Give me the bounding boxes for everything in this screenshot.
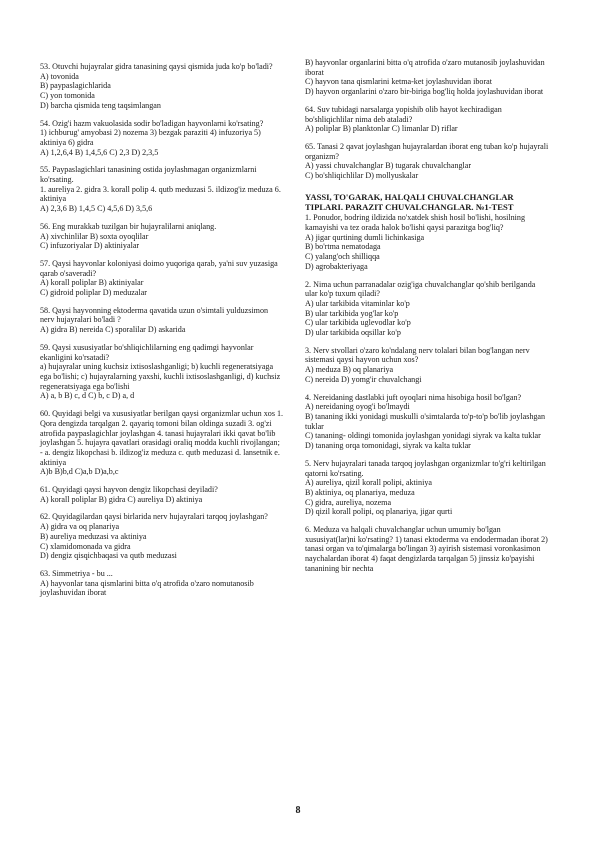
answer-option: A) nereidaning oyog'i bo'lmaydi	[305, 402, 410, 412]
answer-option: C) xlamidomonada va gidra	[40, 541, 131, 551]
answer-option: D) dengiz qisqichbaqasi va qutb meduzasi	[40, 551, 177, 561]
answer-option: 1) ichburug' amyobasi 2) nozema 3) bezgak paraziti 4) infuzoriya 5) aktiniya 6) gidra	[40, 128, 261, 147]
answer-option: B) tananing ikki yonidagi muskulli o'simtalarda to'p-to'p bo'lib joylashgan tuklar	[305, 411, 546, 431]
answer-option: C) nereida D) yomg'ir chuvalchangi	[305, 374, 422, 384]
question-stem: 6. Meduza va halqali chuvalchanglar uchun umumiy bo'lgan xususiyat(lar)ni ko'rsating? 1) tanasi ektoderma va endodermadan iborat 2) tanasi organ va to'qimalarga bo'lingan 3) ayirish sistemasi voronkasimon naychalardan iborat 4) faqat dengizlarda tarqalgan 5) jinssiz ko'payishi tananining bir nechta	[305, 525, 548, 573]
answer-option: A) jigar qurtining dumli lichinkasiga	[305, 232, 425, 242]
answer-option: B) aktiniya, oq planariya, meduza	[305, 487, 415, 497]
question-block	[305, 213, 549, 271]
question-block	[305, 393, 549, 451]
question-stem: 2. Nima uchun parranadalar ozig'iga chuvalchanglar qo'shib berilganda ular ko'p tuxum qiladi?	[305, 279, 536, 299]
answer-option: A) meduza B) oq planariya	[305, 365, 394, 375]
answer-option: A)b B)b,d C)a,b D)a,b,c	[40, 467, 119, 477]
question-block	[305, 142, 549, 181]
answer-option: A) 1,2,6,4 B) 1,4,5,6 C) 2,3 D) 2,3,5	[40, 147, 159, 157]
question-block	[305, 346, 549, 385]
answer-option: C) yalang'och shilliqqa	[305, 252, 380, 262]
answer-option: A) ular tarkibida vitaminlar ko'p	[305, 298, 410, 308]
answer-option: A) tovonida	[40, 71, 79, 81]
page-number: 8	[295, 805, 301, 816]
answer-option: B) ular tarkibida yog'lar ko'p	[305, 308, 399, 318]
answer-option: C) yon tomonida	[40, 91, 95, 101]
answer-option: A) korall poliplar B) gidra C) aureliya D) aktiniya	[40, 494, 203, 504]
question-stem: 59. Qaysi xususiyatlar bo'shliqichlilarning eng qadimgi hayvonlar ekanligini ko'rsatadi?	[40, 342, 254, 362]
question-block	[305, 58, 549, 97]
answer-option: A) poliplar B) planktonlar C) limanlar D) riflar	[305, 124, 458, 134]
answer-option: D) ular tarkibida oqsillar ko'p	[305, 328, 401, 338]
question-stem: 54. Ozig'i hazm vakuolasida sodir bo'ladigan hayvonlarni ko'rsating?	[40, 118, 264, 128]
question-stem: 64. Suv tubidagi narsalarga yopishib olib hayot kechiradigan bo'shliqichlilar nima deb ataladi?	[305, 104, 502, 124]
question-block	[40, 569, 284, 598]
question-stem: 63. Simmetriya - bu ...	[40, 568, 113, 578]
answer-option: C) bo'shliqichlilar D) mollyuskalar	[305, 171, 419, 181]
question-block	[40, 306, 284, 335]
question-block	[40, 119, 284, 158]
question-block	[40, 222, 284, 251]
answer-option: D) tananing orqa tomonidagi, siyrak va kalta tuklar	[305, 441, 471, 451]
answer-option: D) barcha qismida teng taqsimlangan	[40, 100, 161, 110]
answer-option: C) hayvon tana qismlarini ketma-ket joylashuvidan iborat	[305, 77, 493, 87]
question-stem: 62. Quyidagilardan qaysi birlarida nerv hujayralari tarqoq joylashgan?	[40, 512, 268, 522]
answer-option: D) qizil korall polipi, oq planariya, jigar qurti	[305, 507, 453, 517]
answer-option: B) aureliya meduzasi va aktiniya	[40, 531, 147, 541]
right-top-questions	[305, 58, 549, 181]
question-block	[305, 525, 549, 574]
question-stem: 65. Tanasi 2 qavat joylashgan hujayralardan iborat eng tuban ko'p hujayrali organizm?	[305, 141, 549, 161]
question-block	[40, 409, 284, 477]
question-block	[40, 512, 284, 561]
question-stem: 1. Ponudor, bodring ildizida no'xatdek shish hosil bo'lishi, hosilning kamayishi va tez orada halok bo'lishi qaysi parazitga bog'liq?	[305, 213, 525, 233]
question-stem: 61. Quyidagi qaysi hayvon dengiz likopchasi deyiladi?	[40, 485, 218, 495]
question-stem: 57. Qaysi hayvonlar koloniyasi doimo yuqoriga qarab, ya'ni suv yuzasiga qarab o'saveradi?	[40, 258, 278, 278]
answer-option: A) gidra va oq planariya	[40, 522, 120, 532]
question-block	[40, 259, 284, 298]
answer-option: C) infuzoriyalar D) aktiniyalar	[40, 241, 140, 251]
answer-option: C) tananing- oldingi tomonida joylashgan yonidagi siyrak va kalta tuklar	[305, 431, 541, 441]
answer-option: a) hujayralar uning kuchsiz ixtisoslashganligi; b) kuchli regeneratsiyaga ega bo'lishi; c) hujayralarning yaxshi, kuchli ixtisoslashganligi, d) kuchsiz regeneratsiyaga ega bo'lishi	[40, 362, 281, 391]
answer-option: B) hayvonlar organlarini bitta o'q atrofida o'zaro mutanosib joylashuvidan iborat	[305, 58, 545, 77]
answer-option: D) agrobakteriyaga	[305, 261, 368, 271]
question-block	[40, 165, 284, 214]
left-column	[40, 62, 284, 606]
question-block	[40, 62, 284, 111]
answer-option: C) gidra, aureliya, nozema	[305, 497, 392, 507]
answer-option: A) aureliya, qizil korall polipi, aktiniya	[305, 478, 432, 488]
question-stem: 58. Qaysi hayvonning ektoderma qavatida uzun o'simtali yulduzsimon nerv hujayralari bo'ladi ?	[40, 305, 269, 325]
question-stem: 4. Nereidaning dastlabki juft oyoqlari nima hisobiga hosil bo'lgan?	[305, 392, 522, 402]
answer-option: A) yassi chuvalchanglar B) tugarak chuvalchanglar	[305, 161, 472, 171]
answer-option: C) ular tarkibida uglevodlar ko'p	[305, 318, 411, 328]
right-column	[305, 58, 549, 582]
question-stem: 3. Nerv stvollari o'zaro ko'ndalang nerv tolalari bilan bog'langan nerv sistemasi qaysi hayvon uchun xos?	[305, 345, 530, 365]
question-stem: 55. Paypaslagichlari tanasining ostida joylashmagan organizmlarni ko'rsating.	[40, 165, 257, 185]
answer-option: A) a, b B) c, d C) b, c D) a, d	[40, 391, 135, 401]
question-block	[305, 280, 549, 338]
question-block	[40, 485, 284, 504]
answer-option: 1. aureliya 2. gidra 3. korall polip 4. qutb meduzasi 5. ildizog'iz meduza 6. aktiniya	[40, 184, 281, 204]
section-heading: YASSI, TO'GARAK, HALQALI CHUVALCHANGLAR TIPLARI. PARAZIT CHUVALCHANGLAR. №1-TEST	[305, 191, 514, 212]
answer-option: C) gidroid poliplar D) meduzalar	[40, 288, 147, 298]
question-stem: 60. Quyidagi belgi va xususiyatlar berilgan qaysi organizmlar uchun xos 1. Qora dengizda tarqalgan 2. qayariq tomoni bilan oldinga suzadi 3. og'zi atrofida paypaslagichlar joylashgan 4. tanasi hujayralari ikki qavat bo'lib joylashgan 5. hujayra qavatlari orasidagi oraliq modda kuchli rivojlangan; - a. dengiz likopchasi b. ildizog'iz meduza c. qutb meduzasi d. lansetnik e. aktiniya	[40, 409, 284, 467]
question-block	[305, 459, 549, 517]
question-stem: 5. Nerv hujayralari tanada tarqoq joylashgan organizmlar to'g'ri keltirilgan qatorni ko'rsating.	[305, 458, 546, 478]
answer-option: D) hayvon organlarini o'zaro bir-biriga bog'liq holda joylashuvidan iborat	[305, 87, 544, 97]
question-block	[40, 343, 284, 401]
answer-option: B) paypaslagichlarida	[40, 81, 111, 91]
right-bottom-questions	[305, 213, 549, 573]
answer-option: A) hayvonlar tana qismlarini bitta o'q atrofida o'zaro nomutanosib joylashuvidan iborat	[40, 578, 254, 598]
question-stem: 56. Eng murakkab tuzilgan bir hujayralilarni aniqlang.	[40, 221, 217, 231]
answer-option: A) xivchinlilar B) soxta oyoqlilar	[40, 231, 149, 241]
answer-option: B) bo'rtma nematodaga	[305, 242, 381, 252]
question-stem: 53. Otuvchi hujayralar gidra tanasining qaysi qismida juda ko'p bo'ladi?	[40, 62, 273, 71]
answer-option: A) 2,3,6 B) 1,4,5 C) 4,5,6 D) 3,5,6	[40, 204, 153, 214]
question-block	[305, 105, 549, 134]
answer-option: A) korall poliplar B) aktiniyalar	[40, 278, 144, 288]
answer-option: A) gidra B) nereida C) sporalilar D) askarida	[40, 325, 186, 335]
